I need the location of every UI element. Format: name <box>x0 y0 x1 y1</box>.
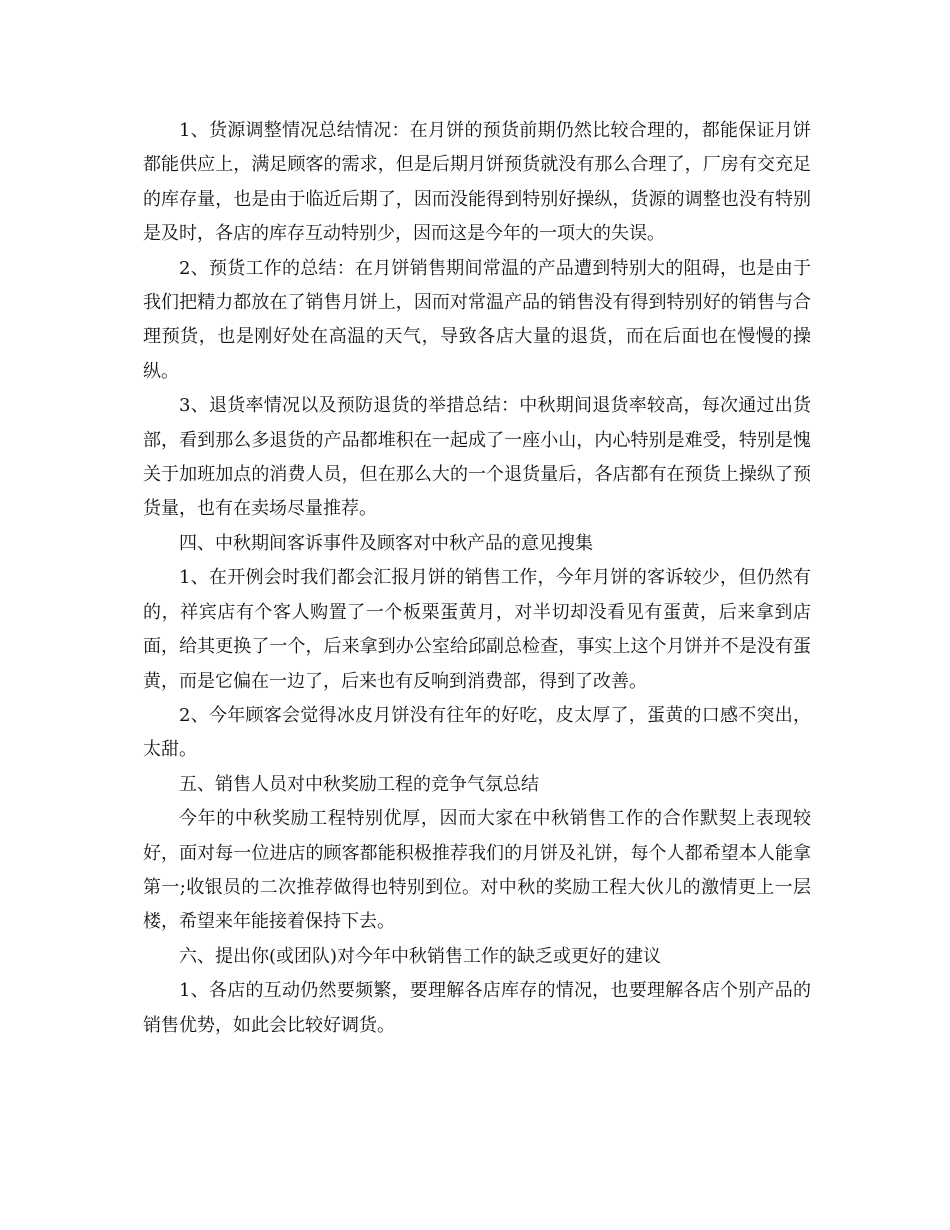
section-heading-suggestions: 六、提出你(或团队)对今年中秋销售工作的缺乏或更好的建议 <box>179 945 662 967</box>
paragraph-suggestion-interaction: 1、各店的互动仍然要频繁，要理解各店库存的情况，也要理解各店个别产品的销售优势，如此会比较好调货。 <box>143 980 811 1036</box>
paragraph-supply-adjustment: 1、货源调整情况总结情况：在月饼的预货前期仍然比较合理的，都能保证月饼都能供应上，满足顾客的需求，但是后期月饼预货就没有那么合理了，厂房有交充足的库存量，也是由于临近后期了，因而没能得到特别好操纵，货源的调整也没有特别是及时，各店的库存互动特别少，因而这是今年的一项大的失误。 <box>143 120 811 245</box>
paragraph-preorder-summary: 2、预货工作的总结：在月饼销售期间常温的产品遭到特别大的阻碍，也是由于我们把精力都放在了销售月饼上，因而对常温产品的销售没有得到特别好的销售与合理预货，也是刚好处在高温的天气，导致各店大量的退货，而在后面也在慢慢的操纵。 <box>143 257 811 382</box>
document-body <box>143 114 811 1043</box>
paragraph-incentive-summary: 今年的中秋奖励工程特别优厚，因而大家在中秋销售工作的合作默契上表现较好，面对每一位进店的顾客都能积极推荐我们的月饼及礼饼，每个人都希望本人能拿第一;收银员的二次推荐做得也特别到位。对中秋的奖励工程大伙儿的激情更上一层楼，希望来年能接着保持下去。 <box>143 808 811 933</box>
paragraph-snowskin-feedback: 2、今年顾客会觉得冰皮月饼没有往年的好吃，皮太厚了，蛋黄的口感不突出，太甜。 <box>143 704 811 761</box>
section-heading-incentive: 五、销售人员对中秋奖励工程的竞争气氛总结 <box>179 773 539 795</box>
paragraph-return-rate: 3、退货率情况以及预防退货的举措总结：中秋期间退货率较高，每次通过出货部，看到那么多退货的产品都堆积在一起成了一座小山，内心特别是难受，特别是愧关于加班加点的消费人员，但在那么大的一个退货量后，各店都有在预货上操纵了预货量，也有在卖场尽量推荐。 <box>143 395 811 520</box>
paragraph-complaint-report: 1、在开例会时我们都会汇报月饼的销售工作，今年月饼的客诉较少，但仍然有的，祥宾店有个客人购置了一个板栗蛋黄月，对半切却没看见有蛋黄，后来拿到店面，给其更换了一个，后来拿到办公室给邱副总检查，事实上这个月饼并不是没有蛋黄，而是它偏在一边了，后来也有反响到消费部，得到了改善。 <box>143 567 811 692</box>
section-heading-complaints: 四、中秋期间客诉事件及顾客对中秋产品的意见搜集 <box>179 532 593 554</box>
